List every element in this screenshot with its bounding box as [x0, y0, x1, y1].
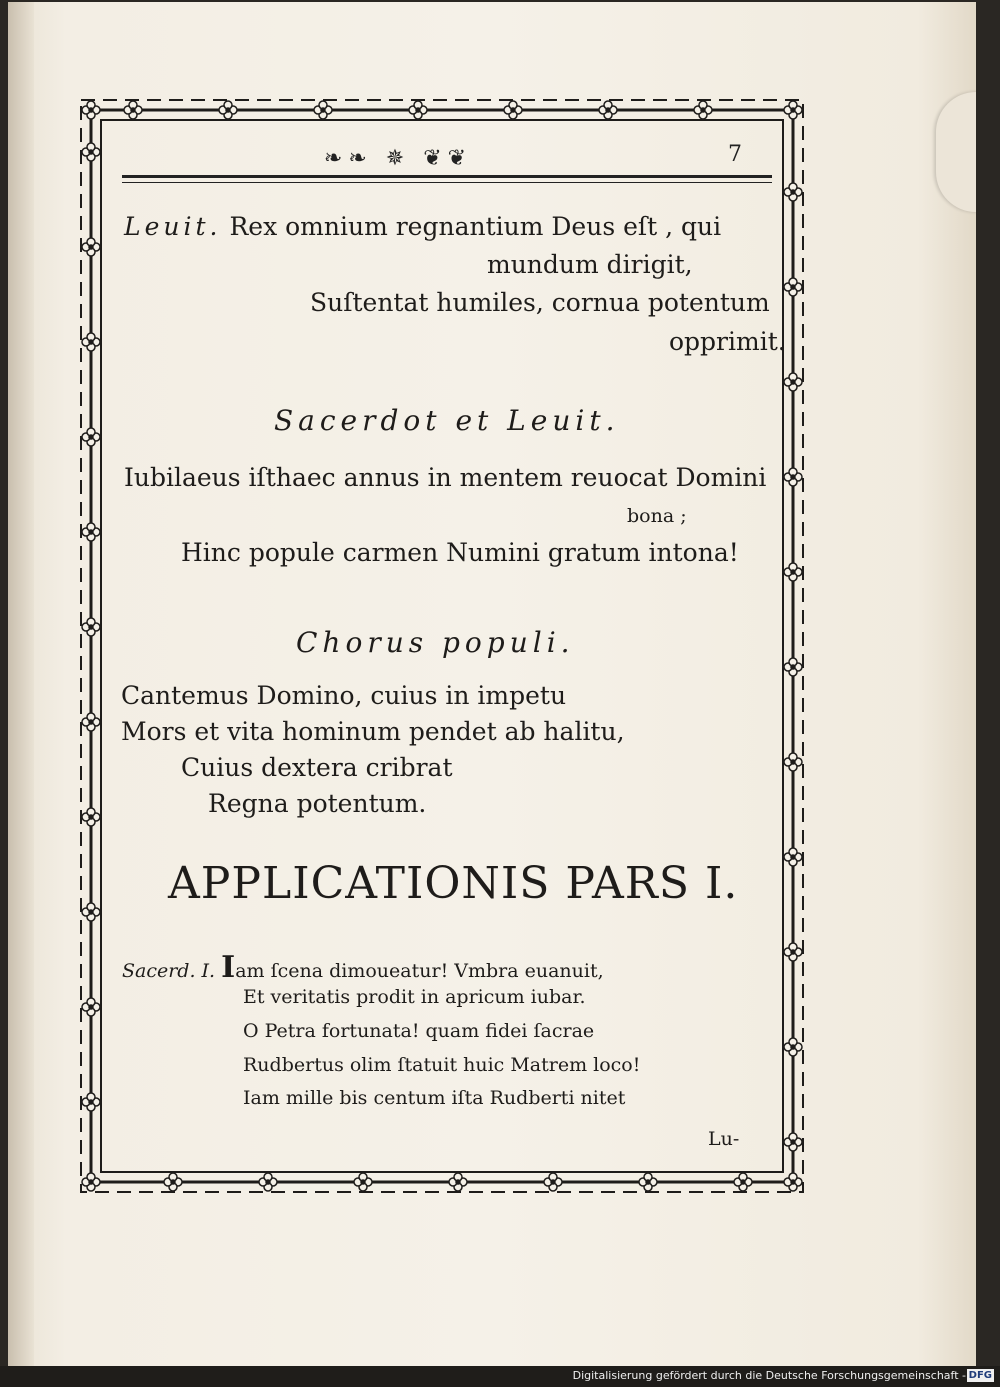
footer-bar [0, 1366, 1000, 1387]
speaker-sacerd: Sacerd. I. Iam ſcena dimoueatur! Vmbra euanuit, [122, 950, 604, 985]
dfg-logo-icon: DFG [968, 1370, 992, 1381]
footer-credit: Digitalisierung gefördert durch die Deutsche Forschungsgemeinschaft - [572, 1369, 966, 1382]
page-number: 7 [728, 142, 742, 167]
verse-line: opprimit. [669, 327, 786, 356]
header-rule-thick [122, 175, 772, 178]
verse-line: Iubilaeus iſthaec annus in mentem reuocat Domini [124, 463, 767, 492]
verse-line: Suſtentat humiles, cornua potentum [310, 288, 770, 317]
verse-line: Cuius dextera cribrat [181, 753, 453, 782]
header-rule-thin [122, 182, 772, 183]
verse-line: Iam mille bis centum iſta Rudberti nitet [243, 1087, 626, 1109]
verse-line: Cantemus Domino, cuius in impetu [121, 681, 567, 710]
verse-line: Et veritatis prodit in apricum iubar. [243, 986, 586, 1008]
verse-line: mundum dirigit, [487, 250, 693, 279]
section-heading: Sacerdot et Leuit. [274, 404, 620, 437]
book-gutter [8, 2, 34, 1366]
catchword: Lu- [708, 1128, 740, 1150]
verse-line: Mors et vita hominum pendet ab halitu, [121, 717, 625, 746]
section-title: APPLICATIONIS PARS I. [168, 858, 739, 909]
verse-line: Regna potentum. [208, 789, 427, 818]
section-heading: Chorus populi. [296, 626, 575, 659]
header-ornament: ❧❧ ✵ ❦❦ [323, 146, 473, 171]
speaker-leuit: Leuit. Rex omnium regnantium Deus eſt , qui [124, 212, 722, 241]
verse-line: O Petra fortunata! quam fidei ſacrae [243, 1020, 595, 1042]
verse-line: bona ; [627, 505, 687, 527]
verse-line: Hinc popule carmen Numini gratum intona! [181, 538, 739, 567]
thumb-tab [936, 92, 976, 212]
verse-line: Rudbertus olim ſtatuit huic Matrem loco! [243, 1054, 641, 1076]
